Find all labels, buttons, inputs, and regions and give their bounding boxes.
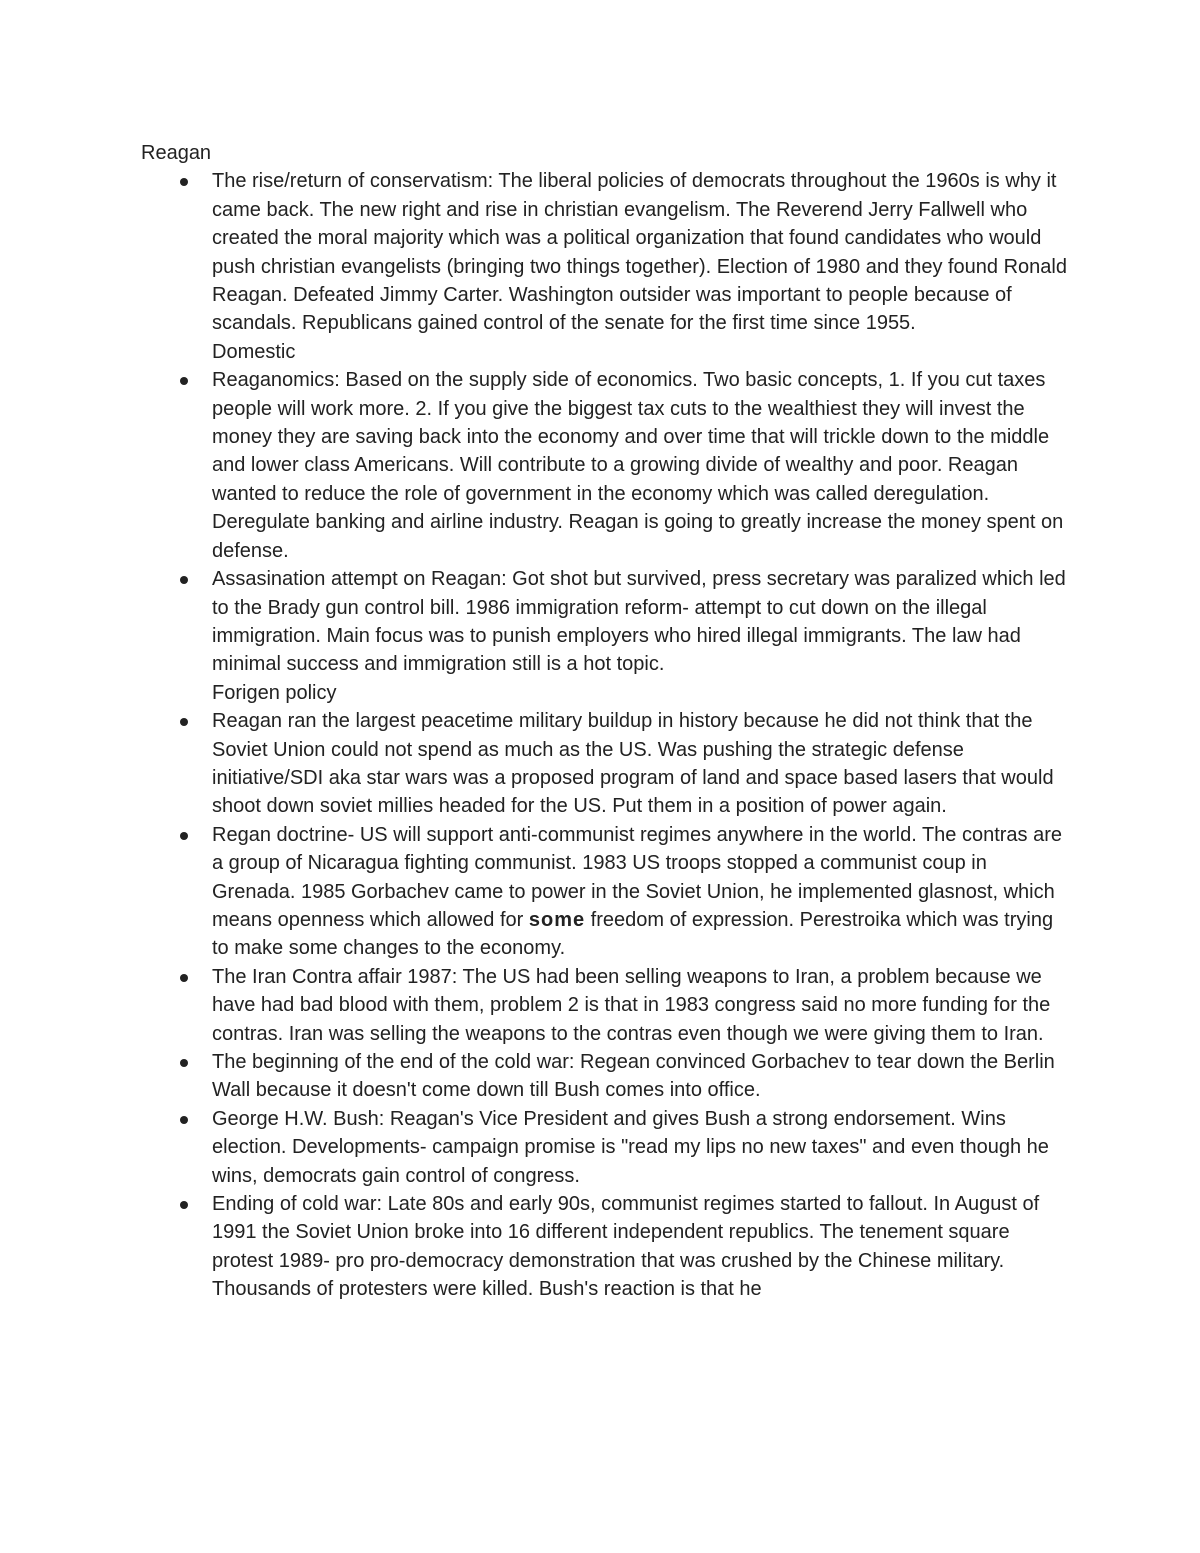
- bullet-dot-icon: [180, 974, 188, 982]
- bullet-item: [141, 1190, 1071, 1304]
- bullet-dot-icon: [180, 377, 188, 385]
- section-heading-foreign-policy: Forigen policy: [212, 681, 337, 704]
- bullet-text-part: Regan doctrine- US will support anti-communist regimes anywhere in the world. The contras are a group of Nicaragua fighting communist. 1983 US troops stopped a communist coup in Grenada. 1985 Gorbachev came to power in the Soviet Union, he implemented glasnost, which means openness which allowed for: [212, 823, 1063, 931]
- bullet-dot-icon: [180, 178, 188, 186]
- bullet-dot-icon: [180, 1116, 188, 1124]
- bullet-item: [141, 707, 1071, 821]
- bullet-item: [141, 167, 1071, 337]
- bullet-list-domestic: [141, 366, 1071, 678]
- bullet-text: Reagan ran the largest peacetime military buildup in history because he did not think that the Soviet Union could not spend as much as the US. Was pushing the strategic defense initiative/SDI aka star wars was a proposed program of land and space based lasers that would shoot down soviet millies headed for the US. Put them in a position of power again.: [212, 710, 1054, 818]
- bullet-text: Ending of cold war: Late 80s and early 90s, communist regimes started to fallout. In August of 1991 the Soviet Union broke into 16 different independent republics. The tenement square protest 1989- pro pro-democracy demonstration that was crushed by the Chinese military. Thousands of protesters were killed. Bush's reaction is that he: [212, 1193, 1040, 1301]
- bullet-text: The beginning of the end of the cold war: Regean convinced Gorbachev to tear down the Berlin Wall because it doesn't come down till Bush comes into office.: [212, 1051, 1055, 1102]
- bullet-list-intro: [141, 167, 1071, 337]
- bullet-dot-icon: [180, 718, 188, 726]
- bullet-text: The Iran Contra affair 1987: The US had been selling weapons to Iran, a problem because we have had bad blood with them, problem 2 is that in 1983 congress said no more funding for the contras. Iran was selling the weapons to the contras even though we were giving them to Iran.: [212, 965, 1051, 1045]
- bullet-dot-icon: [180, 1201, 188, 1209]
- bullet-item: [141, 1105, 1071, 1190]
- bullet-dot-icon: [180, 1059, 188, 1067]
- bullet-text: The rise/return of conservatism: The liberal policies of democrats throughout the 1960s is why it came back. The new right and rise in christian evangelism. The Reverend Jerry Fallwell who created the moral majority which was a political organization that found candidates who would push christian evangelists (bringing two things together). Election of 1980 and they found Ronald Reagan. Defeated Jimmy Carter. Washington outsider was important to people because of scandals. Republicans gained control of the senate for the first time since 1955.: [212, 170, 1067, 335]
- bullet-text: [212, 824, 1062, 960]
- section-heading-domestic: Domestic: [212, 340, 296, 363]
- bullet-item: [141, 1048, 1071, 1105]
- bullet-dot-icon: [180, 832, 188, 840]
- bullet-item: [141, 963, 1071, 1048]
- bullet-dot-icon: [180, 576, 188, 584]
- bullet-text: Assasination attempt on Reagan: Got shot but survived, press secretary was paralized which led to the Brady gun control bill. 1986 immigration reform- attempt to cut down on the illegal immigration. Main focus was to punish employers who hired illegal immigrants. The law had minimal success and immigration still is a hot topic.: [212, 568, 1066, 676]
- bullet-text-part: freedom of expression. Perestroika which was trying to make some changes to the economy.: [212, 908, 1054, 960]
- bullet-text: George H.W. Bush: Reagan's Vice President and gives Bush a strong endorsement. Wins election. Developments- campaign promise is "read my lips no new taxes" and even though he wins, democrats gain control of congress.: [212, 1107, 1049, 1187]
- bullet-list-foreign: [141, 707, 1071, 1304]
- document-body: [141, 139, 1071, 1304]
- document-title: Reagan: [141, 142, 212, 164]
- bullet-item: [141, 565, 1071, 679]
- bullet-text: Reaganomics: Based on the supply side of economics. Two basic concepts, 1. If you cut taxes people will work more. 2. If you give the biggest tax cuts to the wealthiest they will invest the money they are saving back into the economy and over time that will trickle down to the middle and lower class Americans. Will contribute to a growing divide of wealthy and poor. Reagan wanted to reduce the role of government in the economy which was called deregulation. Deregulate banking and airline industry. Reagan is going to greatly increase the money spent on defense.: [212, 369, 1064, 562]
- bullet-item: [141, 366, 1071, 565]
- emphasized-word: some: [528, 908, 586, 931]
- bullet-item: [141, 821, 1071, 963]
